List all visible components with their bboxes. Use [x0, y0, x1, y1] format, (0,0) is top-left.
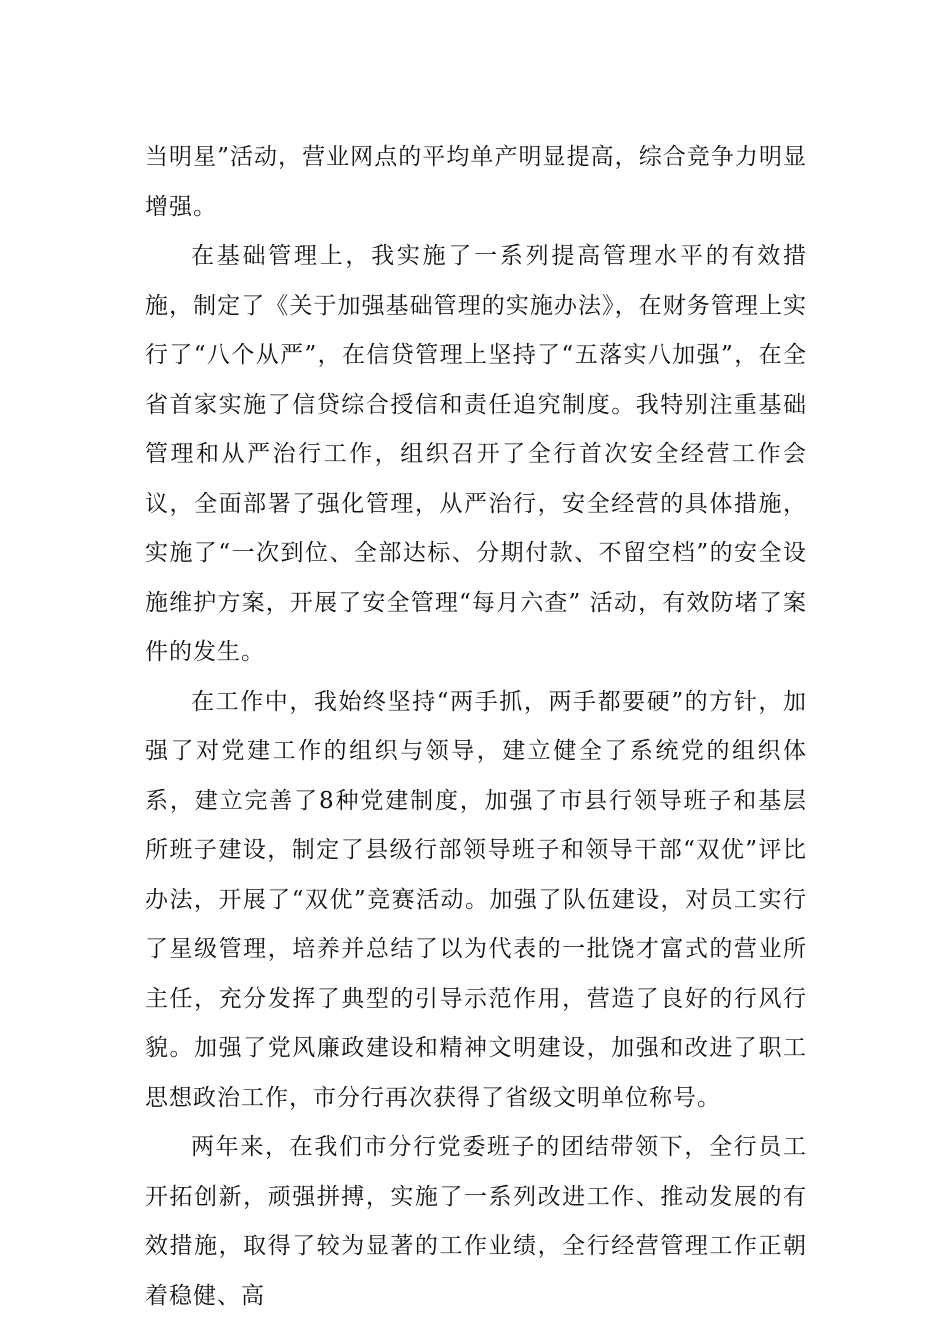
- paragraph-continued: 当明星”活动，营业网点的平均单产明显提高，综合竞争力明显增强。: [145, 144, 807, 220]
- paragraph-basic-management: 在基础管理上，我实施了一系列提高管理水平的有效措施，制定了《关于加强基础管理的实施办法》，在财务管理上实行了“八个从严”，在信贷管理上坚持了“五落实八加强”，在全省首家实施了信贷综合授信和责任追究制度。我特别注重基础管理和从严治行工作，组织召开了全行首次安全经营工作会议，全面部署了强化管理，从严治行，安全经营的具体措施，实施了“一次到位、全部达标、分期付款、不留空档”的安全设施维护方案，开展了安全管理“每月六查” 活动，有效防堵了案件的发生。: [145, 243, 807, 665]
- paragraph-two-years: 两年来，在我们市分行党委班子的团结带领下，全行员工开拓创新，顽强拼搏，实施了一系列改进工作、推动发展的有效措施，取得了较为显著的工作业绩，全行经营管理工作正朝着稳健、高: [145, 1134, 807, 1309]
- paragraph-party-building: 在工作中，我始终坚持“两手抓，两手都要硬”的方针，加强了对党建工作的组织与领导，建立健全了系统党的组织体系，建立完善了8种党建制度，加强了市县行领导班子和基层所班子建设，制定了县级行部领导班子和领导干部“双优”评比办法，开展了“双优”竞赛活动。加强了队伍建设，对员工实行了星级管理，培养并总结了以为代表的一批饶才富式的营业所主任，充分发挥了典型的引导示范作用，营造了良好的行风行貌。加强了党风廉政建设和精神文明建设，加强和改进了职工思想政治工作，市分行再次获得了省级文明单位称号。: [145, 688, 807, 1111]
- document-body: [145, 133, 807, 1321]
